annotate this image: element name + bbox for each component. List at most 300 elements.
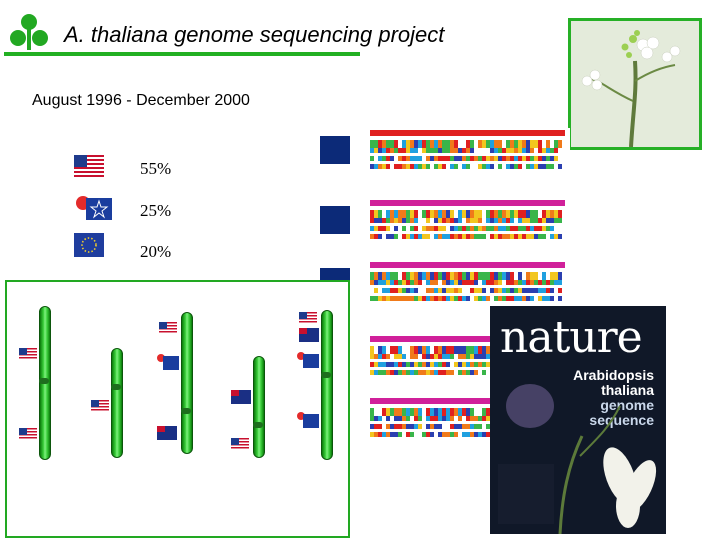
sequence-band <box>554 164 558 169</box>
sequence-band <box>478 156 482 161</box>
sequence-band <box>478 234 482 239</box>
sequence-band <box>382 164 386 169</box>
sequence-band <box>442 416 446 421</box>
sequence-band <box>390 424 394 429</box>
sequence-band <box>502 226 506 231</box>
sequence-band <box>386 416 390 421</box>
sequence-band <box>486 226 490 231</box>
cover-title-line: genome <box>600 397 654 413</box>
sequence-band <box>386 226 390 231</box>
us-flag-icon <box>91 400 109 412</box>
sequence-band <box>546 234 550 239</box>
sequence-band <box>474 370 478 375</box>
sequence-band <box>430 226 434 231</box>
sequence-band <box>426 370 430 375</box>
sequence-band <box>398 226 402 231</box>
sequence-band <box>534 148 538 153</box>
sequence-band <box>386 370 390 375</box>
sequence-band <box>542 218 546 223</box>
sequence-band <box>546 164 550 169</box>
sequence-band <box>498 156 502 161</box>
sequence-band <box>402 432 406 437</box>
sequence-band <box>450 288 454 293</box>
sequence-band <box>466 156 470 161</box>
sequence-band <box>546 218 550 223</box>
chromosome-diagram <box>5 280 350 538</box>
legend-percent-us: 55% <box>140 159 172 178</box>
sequence-band <box>418 432 422 437</box>
sequence-band <box>370 416 374 421</box>
sequence-band <box>550 218 554 223</box>
sequence-band <box>410 416 414 421</box>
sequence-band <box>398 416 402 421</box>
sequence-band <box>422 234 426 239</box>
sequence-band <box>402 424 406 429</box>
sequence-band <box>422 156 426 161</box>
sequence-band <box>386 288 390 293</box>
sequence-band <box>534 226 538 231</box>
sequence-band <box>550 280 554 285</box>
sequence-band <box>418 416 422 421</box>
sequence-band <box>510 288 514 293</box>
sequence-band <box>382 156 386 161</box>
sequence-band <box>546 156 550 161</box>
chromosome-2-centromere <box>111 384 121 390</box>
sequence-band <box>546 296 550 301</box>
sequence-band <box>382 148 386 153</box>
sequence-band <box>526 296 530 301</box>
sequence-band <box>474 432 478 437</box>
sequence-band <box>378 218 382 223</box>
sequence-band <box>402 362 406 367</box>
sequence-band <box>526 148 530 153</box>
sequence-band <box>554 148 558 153</box>
sequence-band <box>506 288 510 293</box>
sequence-band <box>458 432 462 437</box>
sequence-band <box>394 226 398 231</box>
cover-title-line: Arabidopsis <box>573 367 654 383</box>
sequence-band <box>438 156 442 161</box>
sequence-band <box>382 288 386 293</box>
sequence-band <box>410 354 414 359</box>
sequence-band <box>390 156 394 161</box>
sequence-band <box>414 288 418 293</box>
sequence-band <box>514 296 518 301</box>
sequence-band <box>374 424 378 429</box>
sequence-band <box>538 234 542 239</box>
nature-journal-cover <box>490 306 666 534</box>
sequence-band <box>466 362 470 367</box>
sequence-band <box>374 416 378 421</box>
sequence-band <box>430 148 434 153</box>
sequence-band <box>486 288 490 293</box>
sequence-band <box>558 148 562 153</box>
sequence-band <box>514 156 518 161</box>
sequence-band <box>430 362 434 367</box>
sequence-band <box>438 370 442 375</box>
title-underline <box>4 52 360 56</box>
sequence-band <box>398 432 402 437</box>
sequence-band <box>510 234 514 239</box>
sequence-band <box>466 424 470 429</box>
sequence-band <box>414 234 418 239</box>
sequence-band <box>502 156 506 161</box>
sequence-band <box>446 234 450 239</box>
sequence-band <box>538 280 542 285</box>
sequence-band <box>446 370 450 375</box>
sequence-band <box>470 432 474 437</box>
sequence-band <box>374 370 378 375</box>
chromosome-2 <box>111 348 123 458</box>
sequence-band <box>398 148 402 153</box>
sequence-band <box>434 424 438 429</box>
sequence-band <box>370 164 374 169</box>
sequence-band <box>486 148 490 153</box>
sequence-band <box>474 234 478 239</box>
sequence-band <box>518 218 522 223</box>
sequence-band <box>542 280 546 285</box>
sequence-band <box>482 296 486 301</box>
sequence-band <box>490 226 494 231</box>
sequence-band <box>378 362 382 367</box>
sequence-band <box>478 148 482 153</box>
sequence-band <box>482 234 486 239</box>
sequence-band <box>394 148 398 153</box>
sequence-band <box>494 288 498 293</box>
sequence-band <box>558 234 562 239</box>
sequence-band <box>394 218 398 223</box>
sequence-band <box>390 432 394 437</box>
sequence-band <box>434 362 438 367</box>
sequence-band <box>462 226 466 231</box>
sequence-band <box>426 156 430 161</box>
sequence-band <box>458 416 462 421</box>
sequence-band <box>442 370 446 375</box>
sequence-band <box>406 296 410 301</box>
us-flag-icon <box>74 155 104 177</box>
sequence-band <box>554 226 558 231</box>
sequence-band <box>454 370 458 375</box>
sequence-band <box>446 164 450 169</box>
sequence-band <box>462 432 466 437</box>
sequence-band <box>442 148 446 153</box>
sequence-band <box>414 296 418 301</box>
sequence-band <box>406 370 410 375</box>
sequence-band <box>406 156 410 161</box>
chromosome-image <box>320 136 350 164</box>
sequence-band <box>474 156 478 161</box>
sequence-band <box>514 164 518 169</box>
sequence-band <box>494 148 498 153</box>
sequence-band <box>374 362 378 367</box>
sequence-band <box>462 288 466 293</box>
sequence-band <box>430 218 434 223</box>
sequence-band <box>474 362 478 367</box>
sequence-band <box>370 280 374 285</box>
sequence-band <box>458 148 462 153</box>
legend-percent-eu: 20% <box>140 242 172 261</box>
sequence-band <box>522 296 526 301</box>
sequence-band <box>374 156 378 161</box>
sequence-band <box>474 164 478 169</box>
sequence-band <box>550 164 554 169</box>
sequence-band <box>378 370 382 375</box>
sequence-band <box>494 156 498 161</box>
sequence-band <box>422 432 426 437</box>
sequence-band <box>454 156 458 161</box>
sequence-band <box>450 218 454 223</box>
japan-flag-icon <box>74 196 114 222</box>
sequence-band <box>490 218 494 223</box>
sequence-band <box>506 218 510 223</box>
sequence-band <box>442 432 446 437</box>
australia-flag-icon <box>231 390 251 404</box>
sequence-band <box>438 234 442 239</box>
australia-flag-icon <box>299 328 319 342</box>
sequence-band <box>510 156 514 161</box>
sequence-band <box>478 370 482 375</box>
sequence-band <box>418 288 422 293</box>
chromosome-5-centromere <box>321 372 331 378</box>
sequence-band <box>470 218 474 223</box>
sequence-band <box>522 280 526 285</box>
sequence-band <box>514 234 518 239</box>
sequence-band <box>406 362 410 367</box>
sequence-band <box>430 416 434 421</box>
sequence-band <box>470 370 474 375</box>
sequence-band <box>482 424 486 429</box>
sequence-band <box>446 416 450 421</box>
sequence-band <box>494 226 498 231</box>
sequence-band <box>490 164 494 169</box>
sequence-band <box>482 354 486 359</box>
sequence-band <box>394 234 398 239</box>
sequence-band <box>398 164 402 169</box>
sequence-band <box>386 362 390 367</box>
sequence-band <box>506 164 510 169</box>
sequence-band <box>466 226 470 231</box>
sequence-band <box>426 218 430 223</box>
sequence-band <box>446 148 450 153</box>
sequence-band <box>510 218 514 223</box>
sequence-band <box>414 424 418 429</box>
sequence-band <box>426 280 430 285</box>
sequence-band <box>534 234 538 239</box>
australia-flag-icon <box>157 426 177 440</box>
nature-logo: nature <box>500 312 642 363</box>
sequence-band <box>474 354 478 359</box>
sequence-band <box>458 296 462 301</box>
sequence-band <box>534 288 538 293</box>
sequence-band <box>522 164 526 169</box>
sequence-band <box>430 288 434 293</box>
sequence-band <box>446 280 450 285</box>
sequence-band <box>422 424 426 429</box>
sequence-band <box>398 280 402 285</box>
sequence-band <box>470 296 474 301</box>
sequence-band <box>506 296 510 301</box>
sequence-band <box>474 424 478 429</box>
us-flag-icon <box>231 438 249 450</box>
sequence-band <box>478 288 482 293</box>
sequence-band <box>390 362 394 367</box>
sequence-band <box>434 296 438 301</box>
sequence-band <box>478 354 482 359</box>
sequence-band <box>478 424 482 429</box>
sequence-band <box>418 218 422 223</box>
cover-flower-photo <box>490 366 666 534</box>
sequence-band <box>498 234 502 239</box>
sequence-band <box>450 148 454 153</box>
chromosome-image <box>320 206 350 234</box>
sequence-band <box>462 354 466 359</box>
sequence-band <box>418 156 422 161</box>
sequence-band <box>374 296 378 301</box>
sequence-band <box>434 354 438 359</box>
sequence-band <box>438 226 442 231</box>
sequence-band <box>478 416 482 421</box>
sequence-band <box>378 156 382 161</box>
sequence-band <box>478 218 482 223</box>
sequence-band <box>454 354 458 359</box>
sequence-band <box>466 354 470 359</box>
sequence-band <box>538 226 542 231</box>
sequence-band <box>370 432 374 437</box>
sequence-band <box>422 164 426 169</box>
sequence-band <box>474 416 478 421</box>
sequence-band <box>482 432 486 437</box>
sequence-band <box>446 288 450 293</box>
sequence-band <box>398 288 402 293</box>
sequence-band <box>414 226 418 231</box>
sequence-band <box>462 424 466 429</box>
sequence-band <box>534 280 538 285</box>
sequence-band <box>486 280 490 285</box>
sequence-band <box>478 226 482 231</box>
sequence-band <box>402 164 406 169</box>
sequence-band <box>414 370 418 375</box>
sequence-band <box>538 156 542 161</box>
sequence-band <box>522 234 526 239</box>
sequence-band <box>422 362 426 367</box>
sequence-band <box>434 416 438 421</box>
sequence-band <box>418 370 422 375</box>
sequence-band <box>458 156 462 161</box>
sequence-band <box>430 432 434 437</box>
sequence-band <box>406 148 410 153</box>
sequence-band <box>454 288 458 293</box>
sequence-band <box>446 218 450 223</box>
sequence-band <box>398 156 402 161</box>
sequence-band <box>498 226 502 231</box>
sequence-band <box>410 432 414 437</box>
sequence-band <box>378 296 382 301</box>
sequence-band <box>434 432 438 437</box>
sequence-band <box>558 296 562 301</box>
sequence-band <box>470 280 474 285</box>
sequence-band <box>410 362 414 367</box>
sequence-band <box>414 432 418 437</box>
sequence-band <box>534 156 538 161</box>
sequence-band <box>554 234 558 239</box>
sequence-band <box>518 234 522 239</box>
sequence-band <box>434 226 438 231</box>
sequence-band <box>382 226 386 231</box>
sequence-band <box>494 296 498 301</box>
sequence-band <box>414 416 418 421</box>
sequence-band <box>542 164 546 169</box>
sequence-band <box>402 148 406 153</box>
sequence-band <box>466 370 470 375</box>
sequence-band <box>470 416 474 421</box>
sequence-band <box>418 226 422 231</box>
sequence-band <box>382 424 386 429</box>
cover-title-line: sequence <box>589 412 654 428</box>
sequence-band <box>450 226 454 231</box>
sequence-band <box>418 164 422 169</box>
sequence-band <box>466 148 470 153</box>
sequence-band <box>530 288 534 293</box>
sequence-band <box>454 424 458 429</box>
sequence-band <box>558 218 562 223</box>
sequence-band <box>418 362 422 367</box>
sequence-band <box>498 288 502 293</box>
chromosome-1-centromere <box>39 378 49 384</box>
us-flag-icon <box>159 322 177 334</box>
sequence-band <box>370 288 374 293</box>
sequence-band <box>494 164 498 169</box>
sequence-band <box>466 164 470 169</box>
sequence-band <box>378 148 382 153</box>
sequence-band <box>454 416 458 421</box>
sequence-band <box>422 280 426 285</box>
chromosome-4 <box>253 356 265 458</box>
sequence-band <box>530 280 534 285</box>
sequence-band <box>410 148 414 153</box>
sequence-band <box>550 156 554 161</box>
sequence-band <box>410 226 414 231</box>
sequence-band <box>542 234 546 239</box>
sequence-band <box>434 156 438 161</box>
sequence-band <box>490 156 494 161</box>
sequence-band <box>406 218 410 223</box>
sequence-band <box>414 218 418 223</box>
sequence-band <box>486 296 490 301</box>
sequence-band <box>402 370 406 375</box>
sequence-band <box>554 218 558 223</box>
sequence-band <box>402 354 406 359</box>
sequence-band <box>470 234 474 239</box>
sequence-band <box>450 164 454 169</box>
sequence-band <box>466 416 470 421</box>
sequence-band <box>434 234 438 239</box>
sequence-band <box>446 226 450 231</box>
sequence-band <box>386 424 390 429</box>
sequence-band <box>506 156 510 161</box>
sequence-band <box>482 288 486 293</box>
sequence-band <box>446 362 450 367</box>
sequence-band <box>410 234 414 239</box>
sequence-band <box>438 354 442 359</box>
sequence-band <box>418 424 422 429</box>
sequence-band <box>438 218 442 223</box>
sequence-band <box>394 370 398 375</box>
sequence-band <box>478 362 482 367</box>
sequence-band <box>378 280 382 285</box>
sequence-band <box>406 432 410 437</box>
sequence-band <box>538 164 542 169</box>
sequence-band <box>482 362 486 367</box>
